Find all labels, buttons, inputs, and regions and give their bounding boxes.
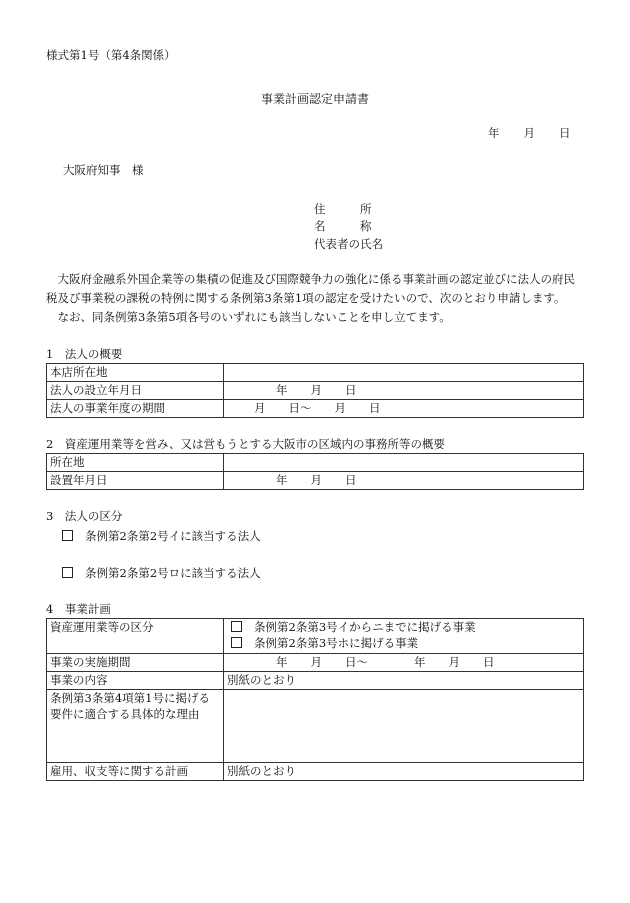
corporate-category-option-2[interactable]	[62, 565, 261, 581]
date-line	[488, 125, 571, 141]
office-location-field[interactable]	[224, 454, 584, 472]
row-label: 事業の実施期間	[47, 654, 224, 672]
row-label: 所在地	[47, 454, 224, 472]
table-row	[47, 654, 584, 672]
form-number: 様式第1号（第4条関係）	[46, 48, 176, 62]
section4-title: 4 事業計画	[46, 602, 111, 616]
business-content-field[interactable]: 別紙のとおり	[224, 672, 584, 690]
office-overview-table	[46, 453, 584, 490]
table-row	[47, 364, 584, 382]
row-label: 法人の設立年月日	[47, 382, 224, 400]
establishment-date-field[interactable]: 年 月 日	[224, 382, 584, 400]
row-label: 設置年月日	[47, 472, 224, 490]
checkbox-icon[interactable]	[62, 530, 73, 541]
applicant-name-label: 名 称	[314, 219, 372, 233]
corporate-category-option-1[interactable]	[62, 528, 261, 544]
corporate-overview-table	[46, 363, 584, 418]
row-label	[47, 690, 224, 763]
section3-title: 3 法人の区分	[46, 509, 123, 523]
application-body	[46, 270, 586, 327]
row-label: 法人の事業年度の期間	[47, 400, 224, 418]
section2-title: 2 資産運用業等を営み、又は営もうとする大阪市の区域内の事務所等の概要	[46, 437, 446, 451]
checkbox-icon[interactable]	[231, 621, 242, 632]
table-row	[47, 763, 584, 781]
specific-reason-field[interactable]	[224, 690, 584, 763]
table-row	[47, 382, 584, 400]
option-label: 条例第2条第3号ホに掲げる事業	[254, 636, 419, 650]
table-row	[47, 690, 584, 763]
row-label: 資産運用業等の区分	[47, 619, 224, 654]
date-month: 月	[523, 126, 535, 140]
checkbox-icon[interactable]	[62, 567, 73, 578]
document-title: 事業計画認定申請書	[260, 92, 369, 106]
head-office-field[interactable]	[224, 364, 584, 382]
business-category-option-2[interactable]	[227, 635, 583, 651]
row-label: 事業の内容	[47, 672, 224, 690]
addressee: 大阪府知事 様	[63, 163, 144, 177]
table-row	[47, 472, 584, 490]
table-row	[47, 454, 584, 472]
office-established-date-field[interactable]: 年 月 日	[224, 472, 584, 490]
implementation-period-field[interactable]: 年 月 日～ 年 月 日	[224, 654, 584, 672]
fiscal-year-period-field[interactable]: 月 日～ 月 日	[224, 400, 584, 418]
business-category-options	[224, 619, 584, 654]
applicant-representative-label: 代表者の氏名	[314, 237, 383, 251]
row-label-line-1: 条例第3条第4項第1号に掲げる	[50, 691, 210, 705]
row-label: 雇用、収支等に関する計画	[47, 763, 224, 781]
table-row	[47, 672, 584, 690]
applicant-address-label: 住 所	[314, 202, 372, 216]
business-plan-table	[46, 618, 584, 781]
option-label: 条例第2条第2号イに該当する法人	[85, 529, 261, 543]
body-paragraph-1: 大阪府金融系外国企業等の集積の促進及び国際競争力の強化に係る事業計画の認定並びに法人の府民税及び事業税の課税の特例に関する条例第3条第1項の認定を受けたいので、次のとおり申請します。	[46, 272, 575, 305]
section1-title: 1 法人の概要	[46, 347, 123, 361]
row-label: 本店所在地	[47, 364, 224, 382]
row-label-line-2: 要件に適合する具体的な理由	[50, 707, 200, 721]
employment-plan-field[interactable]: 別紙のとおり	[224, 763, 584, 781]
date-day: 日	[559, 126, 571, 140]
table-row	[47, 619, 584, 654]
option-label: 条例第2条第3号イからニまでに掲げる事業	[254, 620, 476, 634]
body-paragraph-2: なお、同条例第3条第5項各号のいずれにも該当しないことを申し立てます。	[57, 310, 451, 324]
checkbox-icon[interactable]	[231, 637, 242, 648]
business-category-option-1[interactable]	[227, 619, 583, 635]
option-label: 条例第2条第2号ロに該当する法人	[85, 566, 261, 580]
table-row	[47, 400, 584, 418]
date-year: 年	[488, 126, 500, 140]
